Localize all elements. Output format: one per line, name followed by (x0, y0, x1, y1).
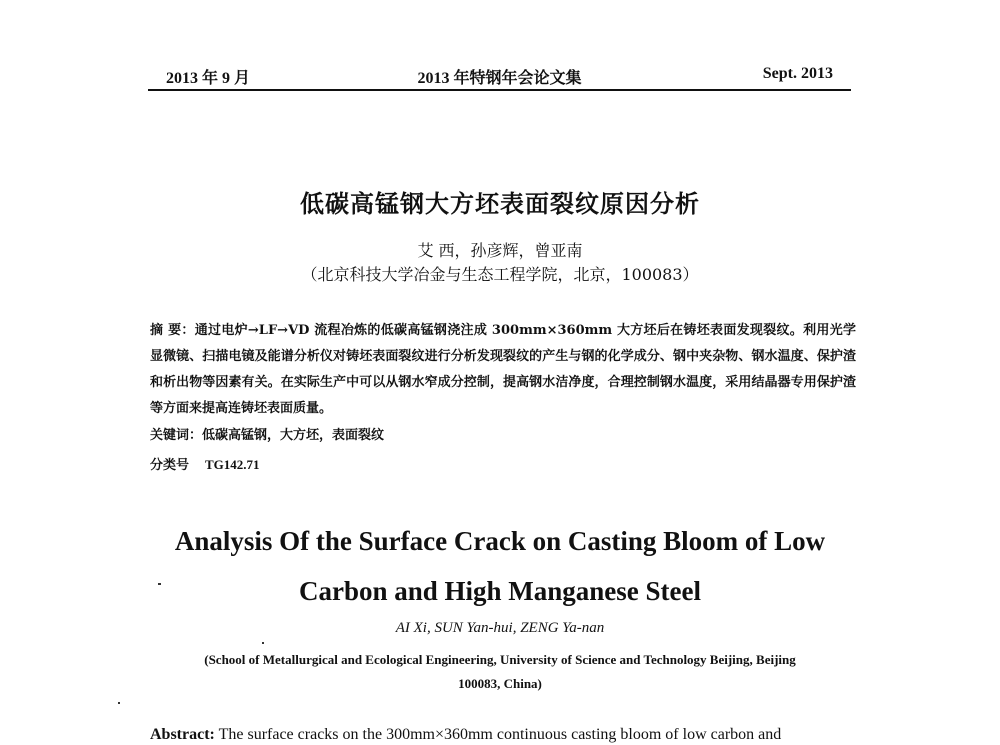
header-proceedings-title: 2013 年特钢年会论文集 (417, 70, 582, 87)
english-abstract (150, 726, 856, 744)
chinese-authors: 艾 西，孙彦辉，曾亚南 (417, 241, 583, 260)
chinese-keywords (150, 424, 856, 443)
english-abstract-label: Abstract: (150, 726, 215, 743)
english-title-line-2: Carbon and High Manganese Steel (298, 576, 702, 606)
english-title (0, 516, 1000, 616)
running-header (148, 63, 851, 91)
scan-speck (262, 642, 264, 644)
classification-label: 分类号 (150, 458, 190, 473)
scan-speck (118, 702, 120, 704)
english-affiliation-line-1: (School of Metallurgical and Ecological Engineering, University of Science and Technology Beijing, Beijing (204, 652, 796, 667)
scan-speck (158, 583, 161, 585)
chinese-title: 低碳高锰钢大方坯表面裂纹原因分析 (300, 190, 700, 218)
chinese-abstract-text: 通过电炉→LF→VD 流程冶炼的低碳高锰钢浇注成 300mm×360mm 大方坯后在铸坯表面发现裂纹。利用光学显微镜、扫描电镜及能谱分析仪对铸坯表面裂纹进行分析发现裂纹的产生与钢的化学成分、钢中夹杂物、钢水温度、保护渣和析出物等因素有关。在实际生产中可以从钢水窄成分控制，提高钢水洁净度，合理控制钢水温度，采用结晶器专用保护渣等方面来提高连铸坯表面质量。 (150, 323, 856, 416)
english-affiliation (150, 648, 850, 696)
english-title-line-1: Analysis Of the Surface Crack on Casting Bloom of Low (174, 526, 826, 556)
english-authors: AI Xi, SUN Yan-hui, ZENG Ya-nan (395, 620, 605, 636)
chinese-abstract (150, 318, 856, 422)
header-date-cn: 2013 年 9 月 (166, 70, 251, 87)
chinese-affiliation: （北京科技大学冶金与生态工程学院，北京，100083） (301, 265, 699, 284)
chinese-keywords-label: 关键词： (150, 428, 203, 443)
chinese-keywords-text: 低碳高锰钢，大方坯，表面裂纹 (202, 428, 385, 443)
chinese-abstract-label: 摘 要： (150, 323, 195, 338)
english-affiliation-line-2: 100083, China) (458, 676, 542, 691)
header-date-en: Sept. 2013 (762, 65, 833, 82)
classification-value: TG142.71 (205, 457, 260, 472)
classification-number (150, 454, 856, 473)
english-abstract-text: The surface cracks on the 300mm×360mm continuous casting bloom of low carbon and (218, 726, 782, 743)
